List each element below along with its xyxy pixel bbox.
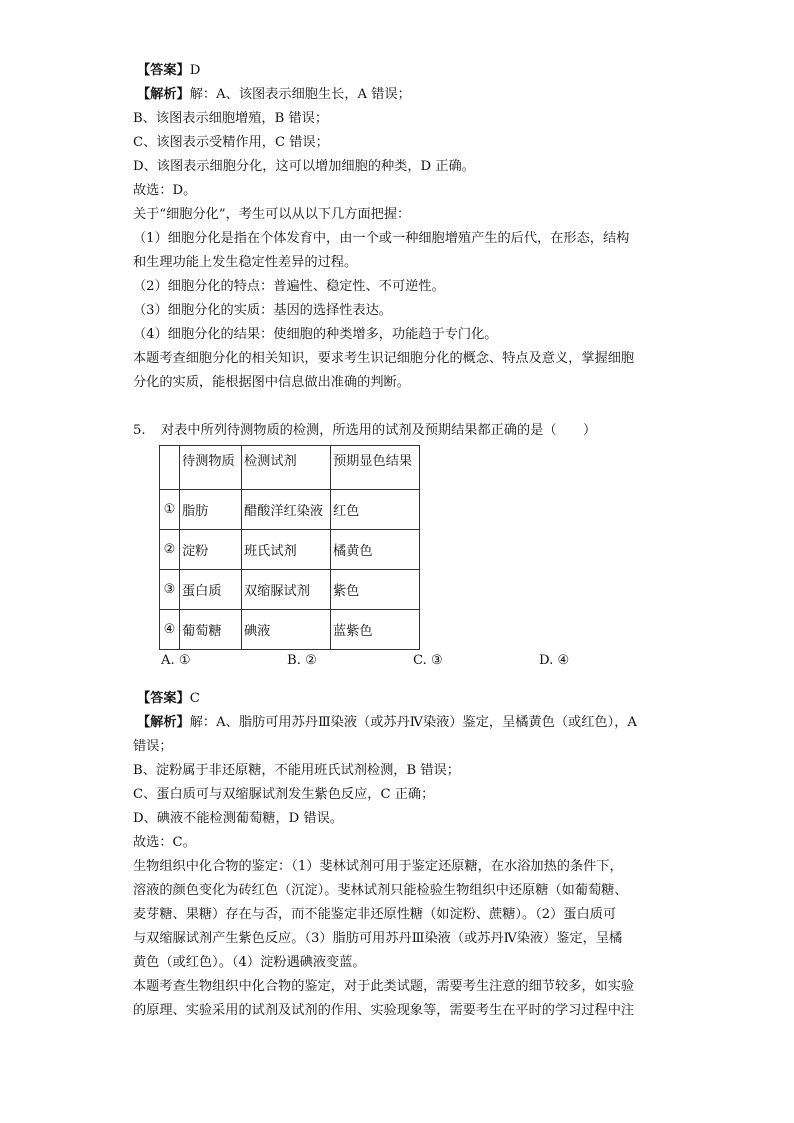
text-line: （2）细胞分化的特点：普遍性、稳定性、不可逆性。 xyxy=(133,279,445,294)
table-cell: 蛋白质 xyxy=(180,570,242,610)
table-cell: ② xyxy=(160,530,180,570)
option-a: A. ① xyxy=(161,653,191,668)
table-header-cell xyxy=(160,446,180,490)
analysis-tag: 【解析】 xyxy=(137,715,190,730)
table-row xyxy=(160,530,420,570)
reagent-table xyxy=(159,445,420,650)
text-line: 麦芽糖、果糖）存在与否，而不能鉴定非还原性糖（如淀粉、蔗糖）。（2）蛋白质可 xyxy=(133,907,617,922)
table-cell: 碘液 xyxy=(242,610,331,650)
table-cell: 醋酸洋红染液 xyxy=(242,490,331,530)
option-c: C. ③ xyxy=(413,653,443,668)
text-line: 溶液的颜色变化为砖红色（沉淀）。斐林试剂只能检验生物组织中还原糖（如葡萄糖、 xyxy=(133,883,628,898)
table-cell: 双缩脲试剂 xyxy=(242,570,331,610)
answer-value: C xyxy=(189,691,200,706)
text-line: 错误； xyxy=(133,739,173,754)
text-line: 本题考查细胞分化的相关知识，要求考生识记细胞分化的概念、特点及意义，掌握细胞 xyxy=(133,351,635,366)
analysis-line-1 xyxy=(137,86,411,104)
analysis-tag: 【解析】 xyxy=(137,87,190,102)
text-line: （3）细胞分化的实质：基因的选择性表达。 xyxy=(133,303,392,318)
text-line: （4）细胞分化的结果：使细胞的种类增多，功能趋于专门化。 xyxy=(133,327,498,342)
text-line: 故选：D。 xyxy=(133,183,197,198)
table-cell: 橘黄色 xyxy=(331,530,420,570)
text-line: 故选：C。 xyxy=(133,835,196,850)
table-header-row xyxy=(160,446,420,490)
table-cell: 淀粉 xyxy=(180,530,242,570)
answer-tag: 【答案】 xyxy=(137,691,190,706)
option-b: B. ② xyxy=(287,653,317,668)
option-d: D. ④ xyxy=(539,653,570,668)
table-cell: ③ xyxy=(160,570,180,610)
table-row xyxy=(160,610,420,650)
text-line: 和生理功能上发生稳定性差异的过程。 xyxy=(133,255,358,270)
answer-line-2 xyxy=(137,690,200,708)
analysis-line-2 xyxy=(137,714,637,732)
analysis-text: 解：A、该图表示细胞生长，A 错误； xyxy=(189,87,411,102)
text-line: B、淀粉属于非还原糖，不能用班氏试剂检测，B 错误； xyxy=(133,763,460,778)
table-row xyxy=(160,490,420,530)
text-line: 生物组织中化合物的鉴定：（1）斐林试剂可用于鉴定还原糖，在水浴加热的条件下， xyxy=(133,859,623,874)
answer-tag: 【答案】 xyxy=(137,63,190,78)
table-cell: 班氏试剂 xyxy=(242,530,331,570)
table-cell: 蓝紫色 xyxy=(331,610,420,650)
question-number: 5. xyxy=(133,423,146,438)
analysis-text: 解：A、脂肪可用苏丹Ⅲ染液（或苏丹Ⅳ染液）鉴定，呈橘黄色（或红色），A xyxy=(189,715,637,730)
question-text: 对表中所列待测物质的检测，所选用的试剂及预期结果都正确的是（ ） xyxy=(161,423,597,438)
table-cell: 紫色 xyxy=(331,570,420,610)
text-line: C、蛋白质可与双缩脲试剂发生紫色反应，C 正确； xyxy=(133,787,435,802)
table-cell: ① xyxy=(160,490,180,530)
table-cell: 葡萄糖 xyxy=(180,610,242,650)
table-cell: 脂肪 xyxy=(180,490,242,530)
table-header-cell: 待测物质 xyxy=(180,446,242,490)
text-line: 关于“细胞分化”，考生可以从以下几方面把握： xyxy=(133,207,411,222)
text-line: 分化的实质，能根据图中信息做出准确的判断。 xyxy=(133,375,410,390)
answer-line-1 xyxy=(137,62,200,80)
text-line: D、碘液不能检测葡萄糖，D 错误。 xyxy=(133,811,343,826)
text-line: D、该图表示细胞分化，这可以增加细胞的种类，D 正确。 xyxy=(133,159,475,174)
table-header-cell: 检测试剂 xyxy=(242,446,331,490)
table-row xyxy=(160,570,420,610)
text-line: 本题考查生物组织中化合物的鉴定，对于此类试题，需要考生注意的细节较多，如实验 xyxy=(133,979,635,994)
text-line: 的原理、实验采用的试剂及试剂的作用、实验现象等，需要考生在平时的学习过程中注 xyxy=(133,1003,635,1018)
text-line: 黄色（或红色）。（4）淀粉遇碘液变蓝。 xyxy=(133,955,366,970)
answer-value: D xyxy=(189,63,201,78)
text-line: C、该图表示受精作用，C 错误； xyxy=(133,135,329,150)
text-line: 与双缩脲试剂产生紫色反应。（3）脂肪可用苏丹Ⅲ染液（或苏丹Ⅳ染液）鉴定，呈橘 xyxy=(133,931,623,946)
table-header-cell: 预期显色结果 xyxy=(331,446,420,490)
table-cell: 红色 xyxy=(331,490,420,530)
text-line: （1）细胞分化是指在个体发育中，由一个或一种细胞增殖产生的后代，在形态，结构 xyxy=(133,231,630,246)
text-line: B、该图表示细胞增殖，B 错误； xyxy=(133,111,329,126)
table-cell: ④ xyxy=(160,610,180,650)
